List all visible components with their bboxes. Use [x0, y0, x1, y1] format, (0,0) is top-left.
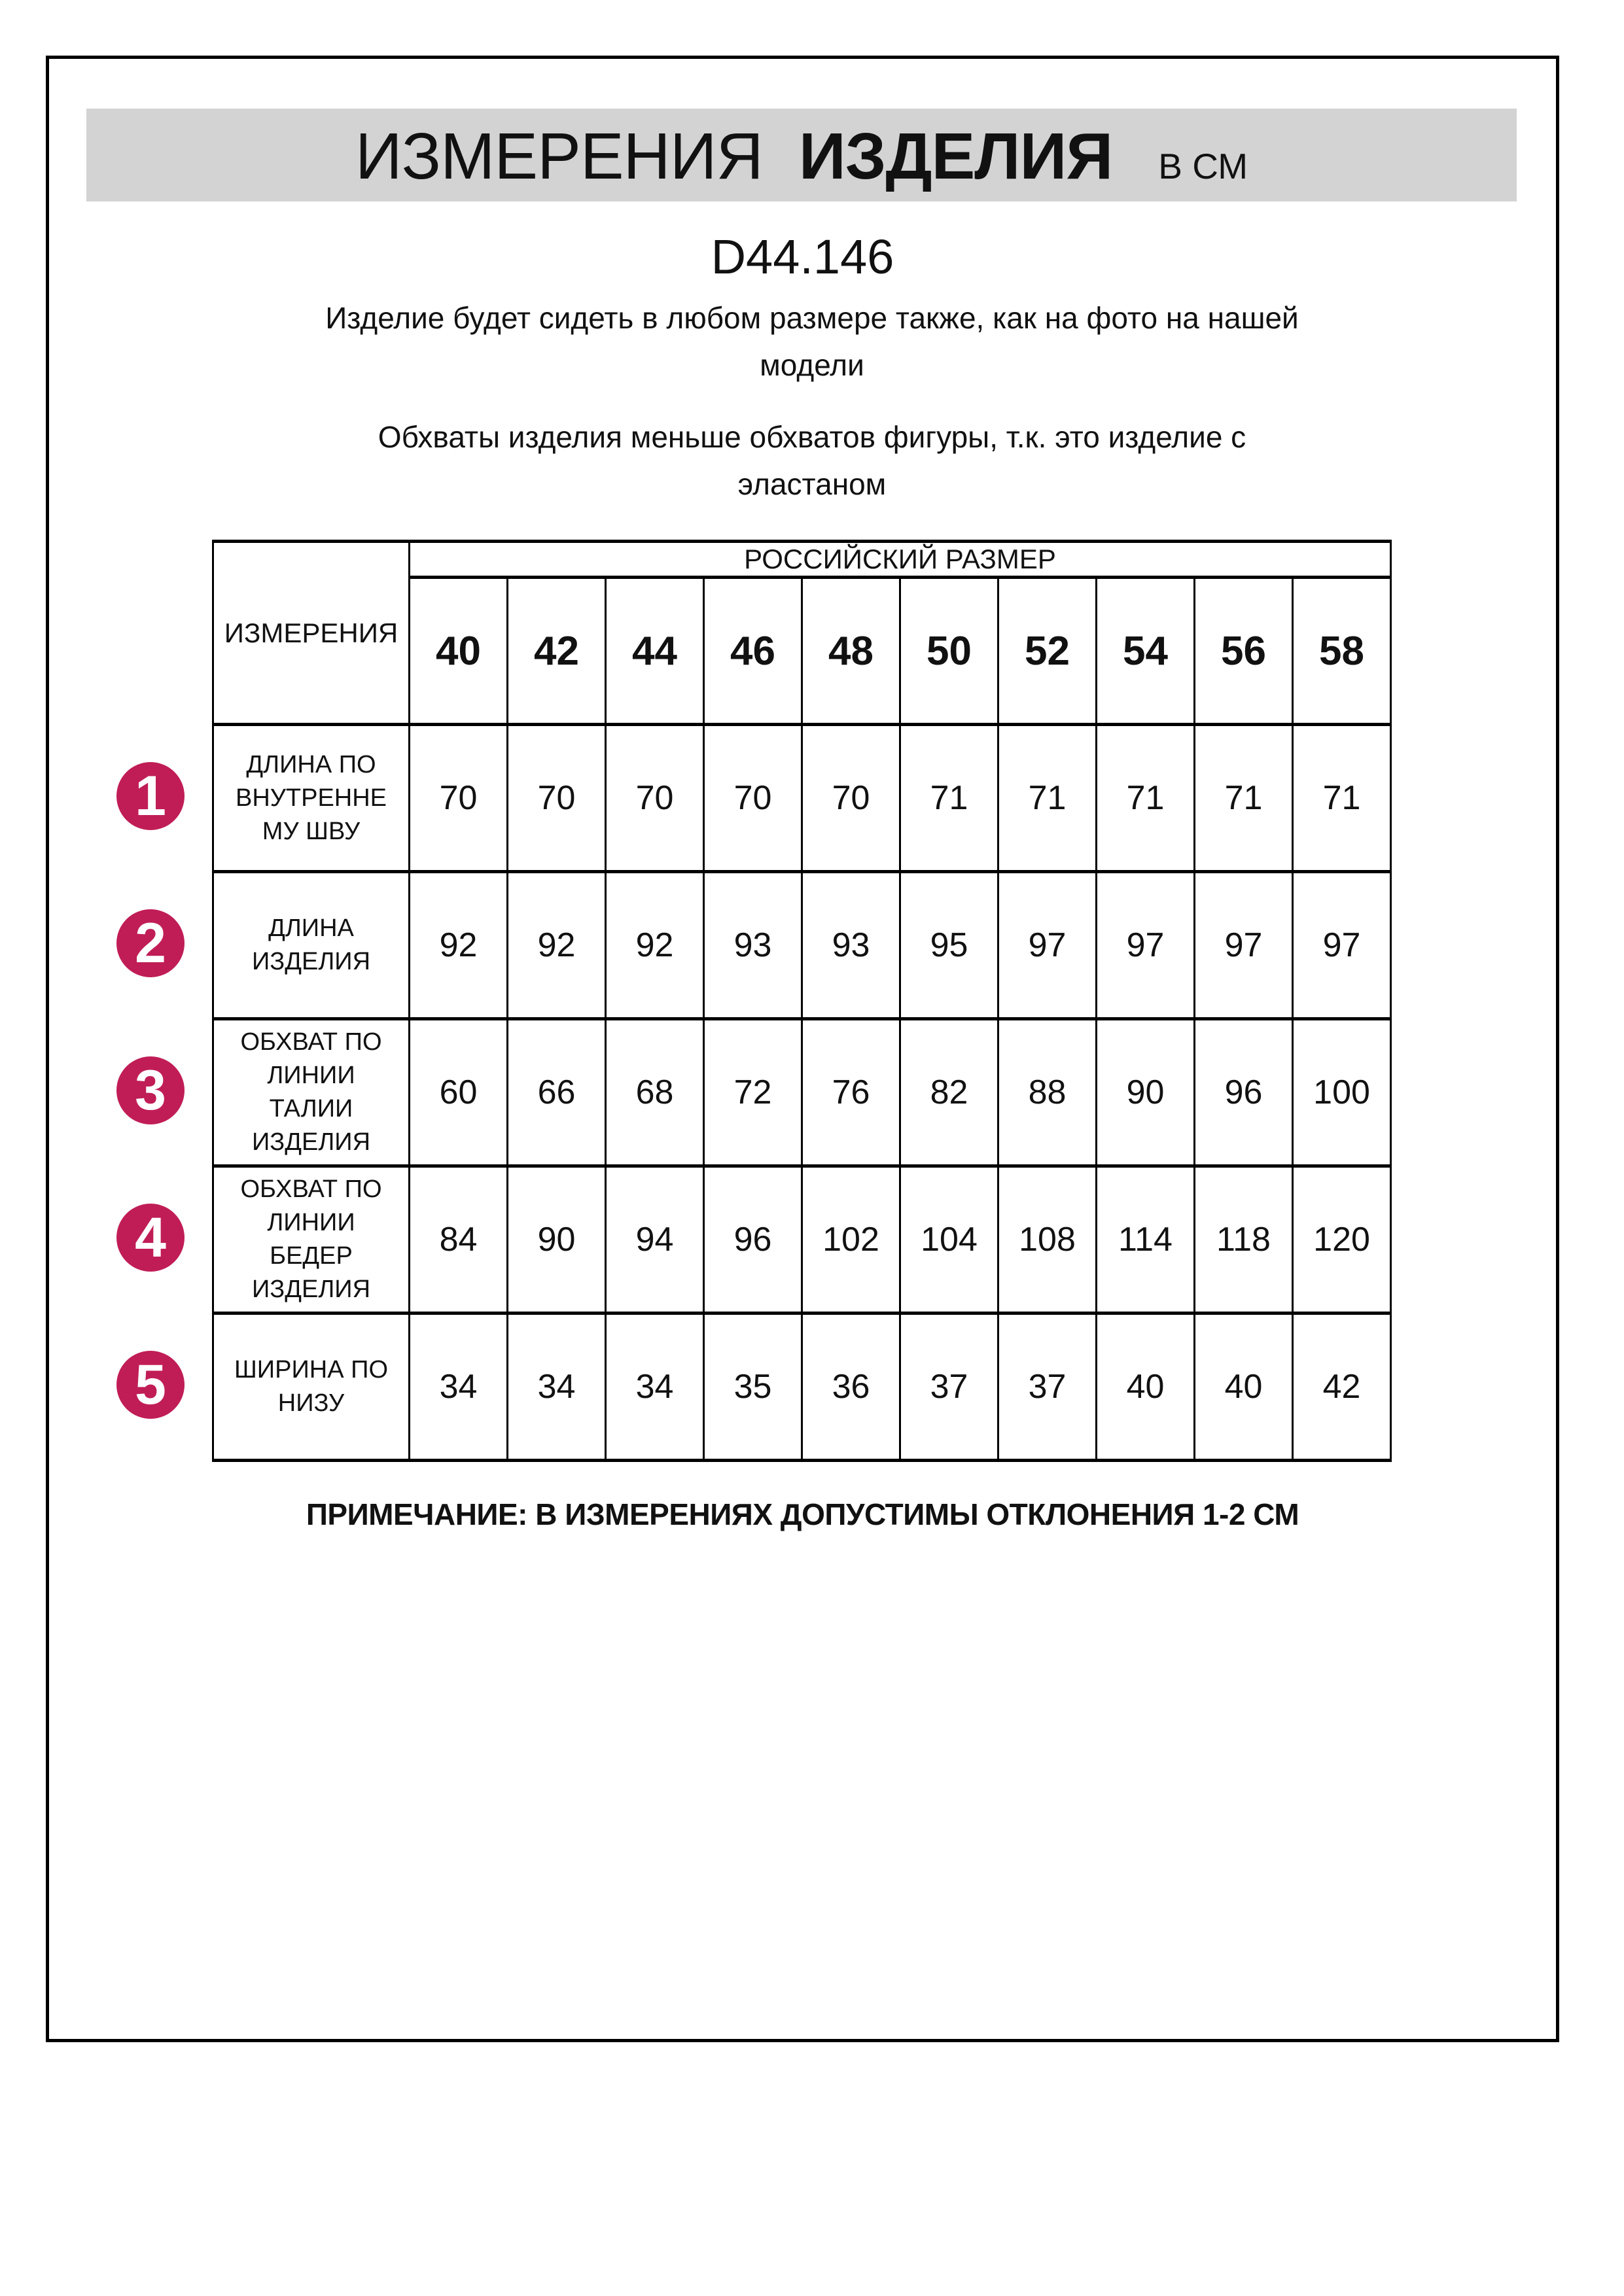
size-column-header: 52: [998, 578, 1097, 725]
table-body: [213, 542, 1391, 1461]
size-column-header: 54: [1097, 578, 1195, 725]
value-cell: 66: [508, 1019, 606, 1166]
value-cell: 70: [410, 725, 508, 872]
value-cell: 82: [900, 1019, 998, 1166]
subtitle-fit-note: Изделие будет сидеть в любом размере также, как на фото на нашей модели: [325, 301, 1299, 382]
value-cell: 93: [802, 872, 900, 1019]
value-cell: 71: [900, 725, 998, 872]
value-cell: 70: [508, 725, 606, 872]
value-cell: 70: [606, 725, 704, 872]
value-cell: 34: [508, 1313, 606, 1461]
value-cell: 120: [1293, 1166, 1391, 1313]
value-cell: 36: [802, 1313, 900, 1461]
value-cell: 92: [606, 872, 704, 1019]
value-cell: 72: [704, 1019, 802, 1166]
value-cell: 71: [1195, 725, 1293, 872]
table-corner-header: ИЗМЕРЕНИЯ: [213, 542, 410, 725]
row-label-cell: ДЛИНА ИЗДЕЛИЯ: [213, 872, 410, 1019]
table-row: [213, 872, 1391, 1019]
row-label-cell: ОБХВАТ ПО ЛИНИИ БЕДЕР ИЗДЕЛИЯ: [213, 1166, 410, 1313]
value-cell: 90: [508, 1166, 606, 1313]
row-label-cell: ШИРИНА ПО НИЗУ: [213, 1313, 410, 1461]
table-row: [213, 1019, 1391, 1166]
value-cell: 40: [1195, 1313, 1293, 1461]
value-cell: 96: [704, 1166, 802, 1313]
size-column-header: 46: [704, 578, 802, 725]
value-cell: 35: [704, 1313, 802, 1461]
value-cell: 108: [998, 1166, 1097, 1313]
row-label-cell: ОБХВАТ ПО ЛИНИИ ТАЛИИ ИЗДЕЛИЯ: [213, 1019, 410, 1166]
value-cell: 68: [606, 1019, 704, 1166]
value-cell: 71: [998, 725, 1097, 872]
value-cell: 97: [998, 872, 1097, 1019]
title-banner: [86, 109, 1517, 201]
table-row: [213, 725, 1391, 872]
value-cell: 76: [802, 1019, 900, 1166]
value-cell: 34: [606, 1313, 704, 1461]
value-cell: 118: [1195, 1166, 1293, 1313]
value-cell: 60: [410, 1019, 508, 1166]
value-cell: 92: [410, 872, 508, 1019]
measurements-table: [212, 540, 1392, 1462]
size-column-header: 40: [410, 578, 508, 725]
value-cell: 96: [1195, 1019, 1293, 1166]
value-cell: 71: [1293, 725, 1391, 872]
value-cell: 71: [1097, 725, 1195, 872]
size-column-header: 58: [1293, 578, 1391, 725]
value-cell: 92: [508, 872, 606, 1019]
row-number-badge: 3: [116, 1056, 185, 1124]
value-cell: 100: [1293, 1019, 1391, 1166]
subtitle-elastane-note: Обхваты изделия меньше обхватов фигуры, т.к. это изделие с эластаном: [378, 420, 1246, 501]
size-column-header: 50: [900, 578, 998, 725]
value-cell: 42: [1293, 1313, 1391, 1461]
size-column-header: 48: [802, 578, 900, 725]
table-group-header: РОССИЙСКИЙ РАЗМЕР: [410, 542, 1391, 578]
row-number-badge: 5: [116, 1351, 185, 1419]
value-cell: 40: [1097, 1313, 1195, 1461]
table-row: [213, 1166, 1391, 1313]
size-column-header: 44: [606, 578, 704, 725]
row-number-badge: 2: [116, 909, 185, 977]
value-cell: 70: [704, 725, 802, 872]
value-cell: 97: [1195, 872, 1293, 1019]
value-cell: 95: [900, 872, 998, 1019]
row-number-badge: 4: [116, 1204, 185, 1272]
model-code: D44.146: [711, 230, 894, 284]
value-cell: 102: [802, 1166, 900, 1313]
value-cell: 88: [998, 1019, 1097, 1166]
value-cell: 34: [410, 1313, 508, 1461]
value-cell: 90: [1097, 1019, 1195, 1166]
value-cell: 70: [802, 725, 900, 872]
value-cell: 97: [1097, 872, 1195, 1019]
tolerance-note: ПРИМЕЧАНИЕ: В ИЗМЕРЕНИЯХ ДОПУСТИМЫ ОТКЛОНЕНИЯ 1-2 СМ: [306, 1497, 1299, 1531]
value-cell: 97: [1293, 872, 1391, 1019]
size-column-header: 42: [508, 578, 606, 725]
value-cell: 37: [998, 1313, 1097, 1461]
page-title-word-product: ИЗДЕЛИЯ: [798, 120, 1113, 193]
value-cell: 84: [410, 1166, 508, 1313]
value-cell: 114: [1097, 1166, 1195, 1313]
row-number-badge: 1: [116, 762, 185, 830]
row-label-cell: ДЛИНА ПО ВНУТРЕННЕ МУ ШВУ: [213, 725, 410, 872]
table-row: [213, 1313, 1391, 1461]
page-title-word-measurements: ИЗМЕРЕНИЯ: [355, 120, 763, 193]
page-title-unit: В СМ: [1158, 146, 1248, 186]
value-cell: 104: [900, 1166, 998, 1313]
value-cell: 93: [704, 872, 802, 1019]
value-cell: 37: [900, 1313, 998, 1461]
size-column-header: 56: [1195, 578, 1293, 725]
value-cell: 94: [606, 1166, 704, 1313]
table-header-group-row: [213, 542, 1391, 578]
